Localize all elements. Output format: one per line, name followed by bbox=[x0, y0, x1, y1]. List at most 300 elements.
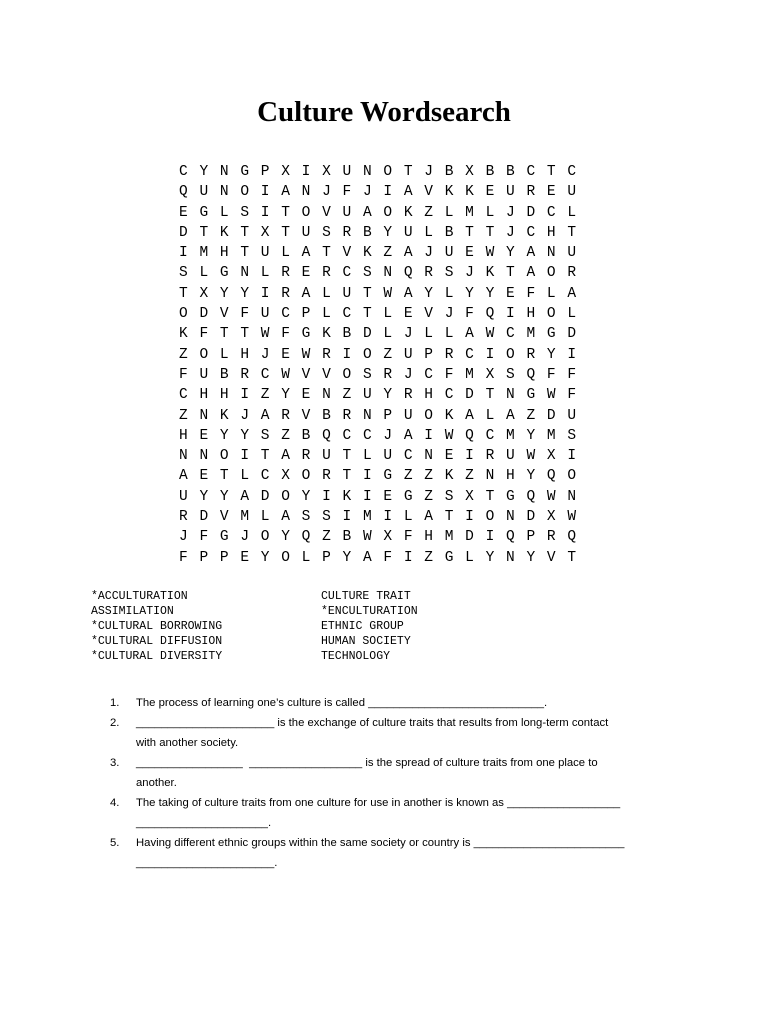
grid-row bbox=[179, 385, 588, 405]
grid-letter: T bbox=[240, 326, 250, 343]
grid-letter: L bbox=[424, 326, 433, 343]
grid-letter: R bbox=[342, 407, 352, 424]
grid-letter: T bbox=[362, 285, 372, 302]
grid-letter: L bbox=[424, 224, 433, 241]
grid-letter: D bbox=[362, 326, 372, 343]
grid-letter: V bbox=[546, 549, 556, 566]
grid-letter: K bbox=[322, 326, 331, 343]
grid-letter: I bbox=[240, 387, 250, 404]
grid-letter: L bbox=[485, 204, 495, 221]
question-list bbox=[110, 693, 690, 873]
grid-letter: U bbox=[506, 448, 515, 465]
grid-letter: Z bbox=[465, 468, 474, 485]
grid-letter: V bbox=[219, 509, 229, 526]
grid-row bbox=[179, 345, 588, 365]
grid-letter: L bbox=[485, 407, 495, 424]
grid-letter: C bbox=[424, 366, 433, 383]
grid-letter: W bbox=[526, 448, 536, 465]
grid-letter: J bbox=[240, 407, 250, 424]
grid-letter: T bbox=[444, 509, 454, 526]
grid-letter: O bbox=[546, 306, 556, 323]
grid-letter: R bbox=[179, 509, 188, 526]
grid-row bbox=[179, 466, 588, 486]
grid-letter: J bbox=[424, 164, 433, 180]
grid-letter: J bbox=[240, 529, 250, 546]
grid-row bbox=[179, 487, 588, 507]
grid-letter: C bbox=[342, 306, 352, 323]
grid-letter: Q bbox=[403, 265, 413, 282]
grid-letter: L bbox=[219, 346, 229, 363]
word-list-item: *ENCULTURATION bbox=[321, 605, 418, 618]
grid-letter: Y bbox=[219, 427, 229, 444]
grid-letter: Y bbox=[526, 549, 536, 566]
word-list-item: TECHNOLOGY bbox=[321, 650, 391, 663]
grid-letter: X bbox=[383, 529, 393, 546]
grid-letter: Y bbox=[260, 549, 270, 566]
grid-letter: L bbox=[260, 265, 270, 282]
grid-letter: Z bbox=[383, 346, 393, 363]
grid-letter: N bbox=[506, 387, 515, 404]
grid-letter: G bbox=[444, 549, 454, 566]
grid-letter: H bbox=[506, 468, 515, 485]
grid-letter: Q bbox=[179, 184, 188, 201]
grid-letter: C bbox=[567, 164, 577, 180]
grid-letter: S bbox=[444, 488, 454, 505]
grid-letter: I bbox=[362, 468, 372, 485]
grid-letter: A bbox=[240, 488, 250, 505]
grid-letter: A bbox=[179, 468, 188, 485]
grid-letter: R bbox=[485, 448, 495, 465]
grid-letter: G bbox=[526, 387, 536, 404]
grid-letter: N bbox=[219, 184, 229, 201]
grid-letter: O bbox=[179, 306, 188, 323]
word-list-item: *CULTURAL BORROWING bbox=[91, 620, 223, 633]
grid-letter: S bbox=[179, 265, 188, 282]
grid-letter: F bbox=[179, 366, 188, 383]
grid-letter: I bbox=[465, 509, 474, 526]
grid-letter: Y bbox=[219, 488, 229, 505]
grid-letter: P bbox=[301, 306, 311, 323]
grid-letter: L bbox=[383, 306, 393, 323]
grid-letter: V bbox=[424, 306, 433, 323]
grid-letter: F bbox=[342, 184, 352, 201]
grid-letter: L bbox=[567, 204, 577, 221]
question-number: 4. bbox=[110, 797, 120, 809]
grid-row bbox=[179, 203, 588, 223]
word-list-right bbox=[321, 589, 418, 664]
grid-letter: Y bbox=[281, 529, 290, 546]
grid-letter: C bbox=[342, 265, 352, 282]
grid-letter: A bbox=[281, 184, 290, 201]
grid-letter: J bbox=[506, 204, 515, 221]
grid-row bbox=[179, 527, 588, 547]
grid-letter: V bbox=[342, 245, 352, 262]
grid-letter: R bbox=[526, 184, 536, 201]
grid-letter: T bbox=[506, 265, 515, 282]
grid-letter: E bbox=[546, 184, 556, 201]
grid-letter: U bbox=[403, 407, 413, 424]
grid-letter: I bbox=[383, 184, 393, 201]
grid-letter: F bbox=[465, 306, 474, 323]
grid-letter: Z bbox=[260, 387, 270, 404]
grid-letter: N bbox=[301, 184, 311, 201]
grid-letter: W bbox=[260, 326, 270, 343]
grid-letter: J bbox=[444, 306, 454, 323]
grid-letter: G bbox=[199, 204, 209, 221]
grid-letter: L bbox=[567, 306, 577, 323]
grid-letter: N bbox=[546, 245, 556, 262]
grid-letter: D bbox=[260, 488, 270, 505]
grid-letter: R bbox=[301, 448, 311, 465]
grid-letter: D bbox=[199, 509, 209, 526]
grid-letter: R bbox=[281, 407, 290, 424]
grid-letter: A bbox=[403, 245, 413, 262]
grid-letter: B bbox=[219, 366, 229, 383]
grid-letter: M bbox=[465, 366, 474, 383]
grid-letter: G bbox=[240, 164, 250, 180]
grid-letter: J bbox=[260, 346, 270, 363]
grid-letter: E bbox=[383, 488, 393, 505]
grid-letter: G bbox=[506, 488, 515, 505]
grid-letter: T bbox=[281, 204, 290, 221]
grid-letter: I bbox=[260, 285, 270, 302]
grid-letter: W bbox=[444, 427, 454, 444]
grid-letter: D bbox=[199, 306, 209, 323]
grid-letter: U bbox=[179, 488, 188, 505]
grid-letter: Z bbox=[526, 407, 536, 424]
grid-letter: K bbox=[465, 184, 474, 201]
grid-letter: N bbox=[199, 407, 209, 424]
grid-letter: A bbox=[301, 245, 311, 262]
grid-letter: K bbox=[219, 224, 229, 241]
grid-letter: E bbox=[465, 245, 474, 262]
grid-letter: Z bbox=[403, 468, 413, 485]
grid-letter: P bbox=[424, 346, 433, 363]
grid-letter: J bbox=[322, 184, 331, 201]
grid-letter: T bbox=[546, 164, 556, 180]
grid-letter: U bbox=[322, 448, 331, 465]
grid-letter: R bbox=[281, 265, 290, 282]
word-list-item: CULTURE TRAIT bbox=[321, 590, 411, 603]
grid-letter: U bbox=[403, 346, 413, 363]
grid-letter: U bbox=[567, 245, 577, 262]
grid-letter: Y bbox=[424, 285, 433, 302]
grid-letter: L bbox=[240, 468, 250, 485]
grid-letter: A bbox=[362, 549, 372, 566]
grid-letter: W bbox=[281, 366, 290, 383]
grid-letter: G bbox=[301, 326, 311, 343]
grid-letter: C bbox=[526, 164, 536, 180]
grid-letter: F bbox=[444, 366, 454, 383]
grid-letter: Z bbox=[424, 204, 433, 221]
grid-letter: F bbox=[526, 285, 536, 302]
grid-letter: U bbox=[342, 164, 352, 180]
grid-letter: W bbox=[383, 285, 393, 302]
grid-letter: R bbox=[322, 346, 331, 363]
grid-letter: B bbox=[485, 164, 495, 180]
grid-letter: E bbox=[485, 184, 495, 201]
grid-row bbox=[179, 284, 588, 304]
grid-letter: Y bbox=[506, 245, 515, 262]
grid-letter: N bbox=[219, 164, 229, 180]
grid-letter: Y bbox=[546, 346, 556, 363]
grid-row bbox=[179, 243, 588, 263]
grid-letter: T bbox=[260, 448, 270, 465]
grid-letter: Y bbox=[383, 387, 393, 404]
grid-letter: H bbox=[219, 387, 229, 404]
grid-letter: E bbox=[403, 306, 413, 323]
grid-letter: W bbox=[485, 326, 495, 343]
grid-letter: D bbox=[465, 387, 474, 404]
grid-letter: S bbox=[301, 509, 311, 526]
grid-letter: A bbox=[281, 509, 290, 526]
grid-letter: Z bbox=[383, 245, 393, 262]
grid-row bbox=[179, 324, 588, 344]
grid-letter: J bbox=[403, 326, 413, 343]
grid-letter: T bbox=[240, 224, 250, 241]
grid-letter: F bbox=[546, 366, 556, 383]
grid-letter: Z bbox=[179, 407, 188, 424]
grid-letter: H bbox=[526, 306, 536, 323]
grid-letter: D bbox=[526, 204, 536, 221]
question-number: 3. bbox=[110, 757, 120, 769]
grid-letter: Y bbox=[199, 488, 209, 505]
grid-letter: L bbox=[322, 306, 331, 323]
grid-letter: X bbox=[260, 224, 270, 241]
grid-letter: C bbox=[260, 468, 270, 485]
grid-letter: T bbox=[485, 488, 495, 505]
grid-letter: U bbox=[567, 407, 577, 424]
grid-letter: L bbox=[403, 509, 413, 526]
grid-letter: S bbox=[506, 366, 515, 383]
grid-letter: P bbox=[260, 164, 270, 180]
grid-letter: B bbox=[506, 164, 515, 180]
grid-letter: R bbox=[567, 265, 577, 282]
grid-letter: X bbox=[199, 285, 209, 302]
grid-letter: T bbox=[403, 164, 413, 180]
question-number: 1. bbox=[110, 697, 120, 709]
grid-letter: M bbox=[444, 529, 454, 546]
grid-letter: X bbox=[281, 164, 290, 180]
grid-letter: J bbox=[424, 245, 433, 262]
grid-letter: B bbox=[322, 407, 331, 424]
grid-letter: S bbox=[322, 509, 331, 526]
grid-letter: T bbox=[322, 245, 331, 262]
grid-letter: O bbox=[362, 346, 372, 363]
grid-letter: K bbox=[444, 468, 454, 485]
grid-letter: O bbox=[240, 184, 250, 201]
grid-letter: N bbox=[362, 407, 372, 424]
grid-letter: K bbox=[219, 407, 229, 424]
grid-letter: R bbox=[383, 366, 393, 383]
grid-letter: N bbox=[199, 448, 209, 465]
grid-letter: C bbox=[179, 164, 188, 180]
grid-row bbox=[179, 406, 588, 426]
grid-letter: X bbox=[465, 488, 474, 505]
grid-letter: L bbox=[383, 326, 393, 343]
grid-letter: Y bbox=[199, 164, 209, 180]
grid-letter: H bbox=[219, 245, 229, 262]
grid-letter: T bbox=[485, 224, 495, 241]
grid-letter: O bbox=[506, 346, 515, 363]
grid-letter: C bbox=[444, 387, 454, 404]
word-list-item: HUMAN SOCIETY bbox=[321, 635, 411, 648]
question-item bbox=[110, 713, 690, 753]
question-item bbox=[110, 793, 690, 833]
grid-letter: U bbox=[403, 224, 413, 241]
grid-letter: L bbox=[465, 549, 474, 566]
grid-letter: Q bbox=[567, 529, 577, 546]
grid-letter: O bbox=[260, 529, 270, 546]
grid-letter: K bbox=[485, 265, 495, 282]
grid-letter: N bbox=[485, 468, 495, 485]
grid-letter: K bbox=[403, 204, 413, 221]
grid-letter: J bbox=[465, 265, 474, 282]
grid-letter: U bbox=[362, 387, 372, 404]
grid-letter: S bbox=[362, 265, 372, 282]
grid-letter: A bbox=[465, 407, 474, 424]
grid-letter: I bbox=[506, 306, 515, 323]
grid-letter: M bbox=[362, 509, 372, 526]
grid-letter: D bbox=[179, 224, 188, 241]
grid-letter: N bbox=[362, 164, 372, 180]
grid-letter: U bbox=[260, 245, 270, 262]
grid-letter: E bbox=[444, 448, 454, 465]
grid-letter: F bbox=[567, 366, 577, 383]
grid-letter: Y bbox=[342, 549, 352, 566]
grid-letter: E bbox=[199, 427, 209, 444]
grid-letter: E bbox=[301, 265, 311, 282]
grid-letter: U bbox=[301, 224, 311, 241]
grid-letter: I bbox=[403, 549, 413, 566]
grid-letter: G bbox=[219, 529, 229, 546]
grid-letter: F bbox=[383, 549, 393, 566]
grid-letter: T bbox=[342, 468, 352, 485]
grid-letter: U bbox=[342, 285, 352, 302]
grid-letter: T bbox=[179, 285, 188, 302]
grid-letter: R bbox=[424, 265, 433, 282]
grid-letter: T bbox=[199, 224, 209, 241]
grid-letter: I bbox=[383, 509, 393, 526]
grid-letter: O bbox=[199, 346, 209, 363]
grid-letter: A bbox=[424, 509, 433, 526]
grid-letter: A bbox=[465, 326, 474, 343]
word-list-item: *CULTURAL DIVERSITY bbox=[91, 650, 223, 663]
grid-letter: A bbox=[526, 265, 536, 282]
grid-letter: M bbox=[506, 427, 515, 444]
grid-row bbox=[179, 507, 588, 527]
grid-letter: E bbox=[281, 346, 290, 363]
grid-letter: B bbox=[444, 224, 454, 241]
grid-letter: U bbox=[383, 448, 393, 465]
grid-letter: T bbox=[240, 245, 250, 262]
grid-letter: U bbox=[260, 306, 270, 323]
grid-letter: S bbox=[260, 427, 270, 444]
grid-letter: P bbox=[526, 529, 536, 546]
grid-letter: P bbox=[383, 407, 393, 424]
grid-letter: N bbox=[383, 265, 393, 282]
grid-letter: L bbox=[444, 285, 454, 302]
grid-letter: Q bbox=[526, 488, 536, 505]
grid-letter: F bbox=[240, 306, 250, 323]
grid-letter: R bbox=[281, 285, 290, 302]
grid-letter: C bbox=[546, 204, 556, 221]
grid-letter: V bbox=[424, 184, 433, 201]
grid-letter: O bbox=[567, 468, 577, 485]
grid-letter: I bbox=[260, 184, 270, 201]
grid-letter: I bbox=[260, 204, 270, 221]
grid-letter: C bbox=[281, 306, 290, 323]
grid-row bbox=[179, 365, 588, 385]
grid-letter: Y bbox=[219, 285, 229, 302]
grid-letter: I bbox=[362, 488, 372, 505]
grid-letter: A bbox=[260, 407, 270, 424]
grid-letter: P bbox=[219, 549, 229, 566]
grid-letter: T bbox=[219, 468, 229, 485]
grid-letter: O bbox=[383, 204, 393, 221]
grid-letter: H bbox=[546, 224, 556, 241]
grid-letter: D bbox=[526, 509, 536, 526]
grid-letter: Z bbox=[424, 468, 433, 485]
grid-letter: T bbox=[362, 306, 372, 323]
grid-letter: H bbox=[199, 387, 209, 404]
grid-letter: L bbox=[322, 285, 331, 302]
grid-letter: F bbox=[179, 549, 188, 566]
grid-letter: Y bbox=[240, 427, 250, 444]
grid-letter: W bbox=[301, 346, 311, 363]
grid-letter: L bbox=[362, 448, 372, 465]
grid-letter: T bbox=[465, 224, 474, 241]
grid-letter: A bbox=[567, 285, 577, 302]
grid-letter: L bbox=[219, 204, 229, 221]
grid-letter: A bbox=[281, 448, 290, 465]
grid-letter: Z bbox=[179, 346, 188, 363]
grid-letter: U bbox=[342, 204, 352, 221]
grid-letter: Y bbox=[526, 427, 536, 444]
grid-letter: N bbox=[322, 387, 331, 404]
question-text: The taking of culture traits from one culture for use in another is known as __________________ bbox=[136, 797, 621, 809]
grid-letter: L bbox=[199, 265, 209, 282]
word-list-item: ETHNIC GROUP bbox=[321, 620, 404, 633]
grid-letter: A bbox=[362, 204, 372, 221]
grid-letter: Y bbox=[526, 468, 536, 485]
grid-letter: K bbox=[179, 326, 188, 343]
question-text: _____________________. bbox=[136, 817, 272, 829]
grid-letter: B bbox=[301, 427, 311, 444]
grid-letter: I bbox=[424, 427, 433, 444]
grid-letter: X bbox=[546, 448, 556, 465]
grid-letter: Z bbox=[424, 488, 433, 505]
grid-letter: I bbox=[342, 346, 352, 363]
grid-letter: H bbox=[424, 529, 433, 546]
page-title: Culture Wordsearch bbox=[257, 96, 511, 128]
grid-letter: G bbox=[219, 265, 229, 282]
question-text: another. bbox=[136, 777, 177, 789]
grid-letter: F bbox=[281, 326, 290, 343]
grid-letter: N bbox=[506, 509, 515, 526]
grid-letter: O bbox=[485, 509, 495, 526]
grid-letter: T bbox=[567, 549, 577, 566]
grid-letter: C bbox=[362, 427, 372, 444]
grid-letter: U bbox=[199, 184, 209, 201]
grid-letter: C bbox=[526, 224, 536, 241]
grid-letter: Y bbox=[465, 285, 474, 302]
grid-letter: O bbox=[383, 164, 393, 180]
grid-letter: Q bbox=[322, 427, 331, 444]
grid-letter: N bbox=[240, 265, 250, 282]
grid-letter: K bbox=[444, 407, 454, 424]
grid-letter: I bbox=[342, 509, 352, 526]
